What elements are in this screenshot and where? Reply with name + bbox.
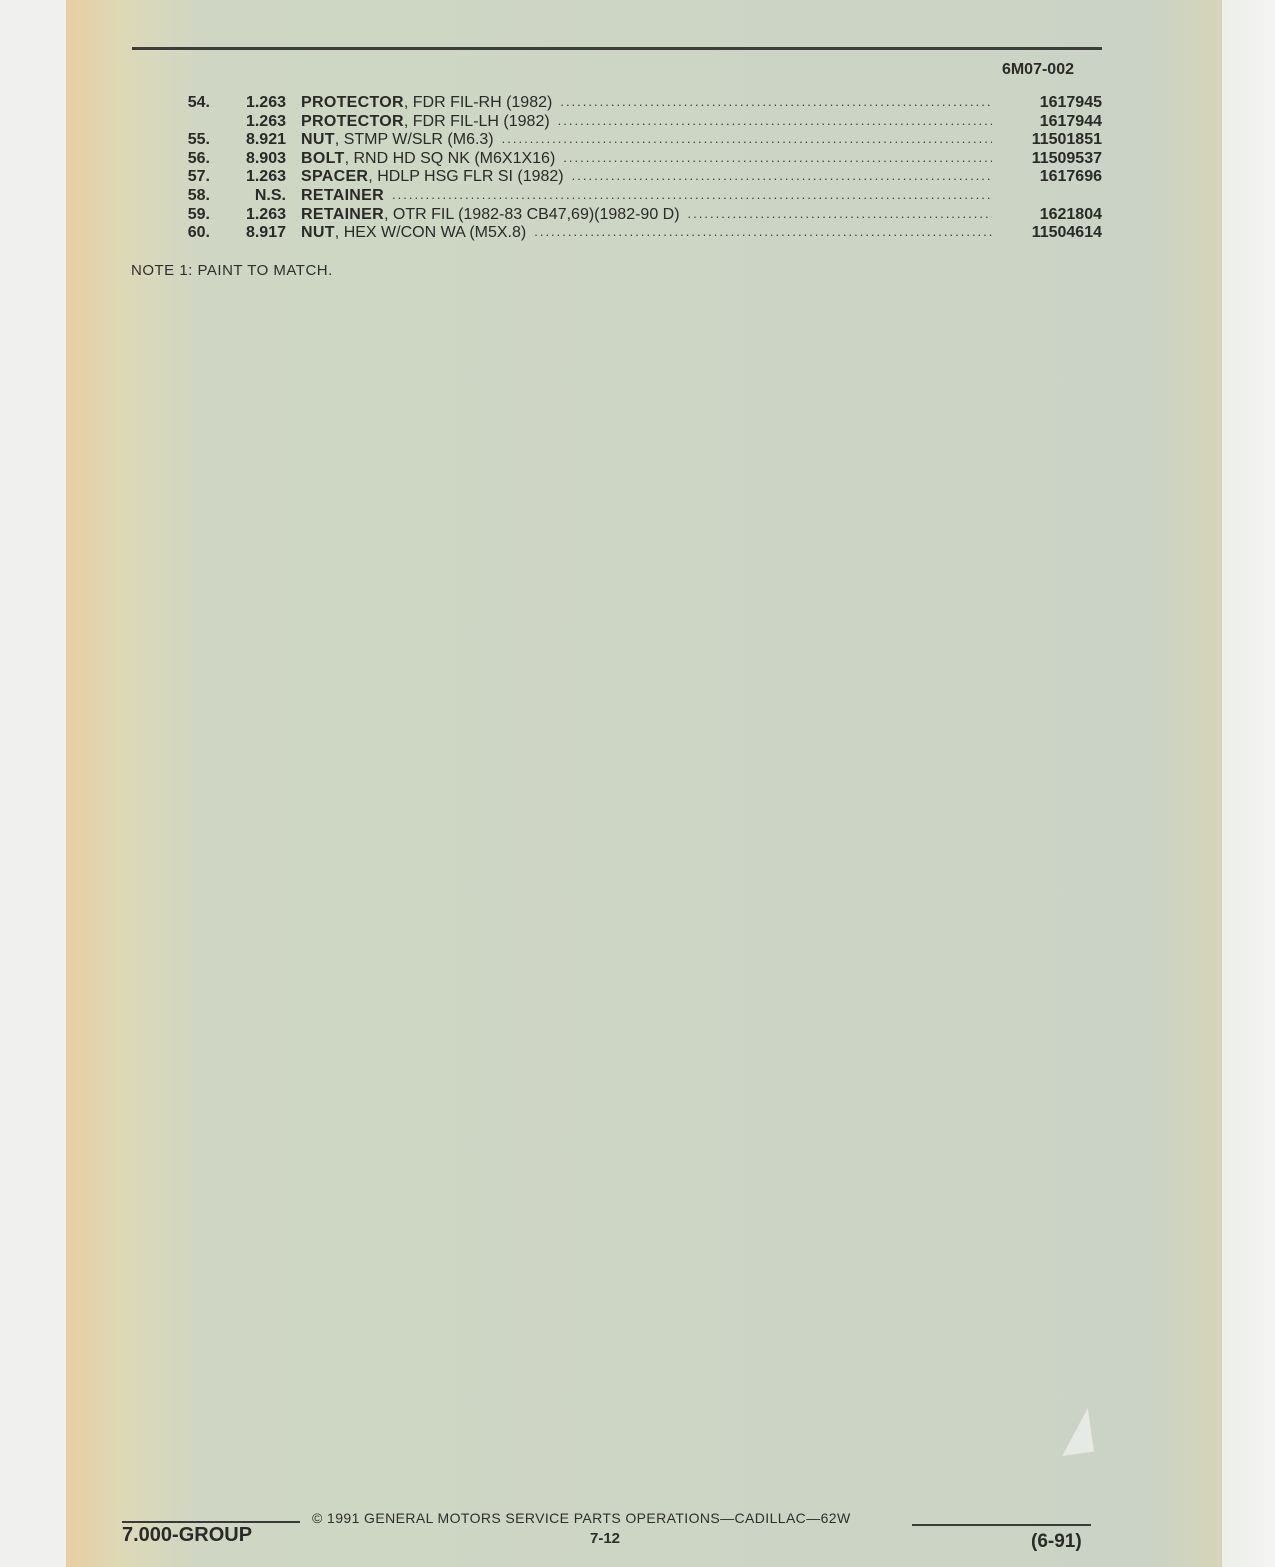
group-number: 8.917 xyxy=(245,224,286,242)
item-number: 54. xyxy=(187,94,210,111)
part-description xyxy=(301,113,1012,131)
part-number: 1617944 xyxy=(1039,112,1102,130)
parts-list xyxy=(170,94,1102,243)
leader-dots xyxy=(558,113,992,131)
part-qualifier: , HEX W/CON WA (M5X.8) xyxy=(334,224,527,242)
group-number: 1.263 xyxy=(245,94,286,111)
part-qualifier: , HDLP HSG FLR SI (1982) xyxy=(368,168,564,186)
footer-rule-right xyxy=(912,1524,1091,1526)
part-qualifier: , FDR FIL-RH (1982) xyxy=(403,94,553,111)
footer-copyright: © 1991 GENERAL MOTORS SERVICE PARTS OPERATIONS—CADILLAC—62W xyxy=(312,1510,851,1526)
item-number: 56. xyxy=(187,149,210,167)
part-name: NUT xyxy=(301,224,335,242)
part-name: RETAINER xyxy=(301,205,384,223)
part-number: 1617945 xyxy=(1039,94,1102,111)
part-qualifier: , RND HD SQ NK (M6X1X16) xyxy=(344,149,556,167)
parts-row xyxy=(170,168,1102,187)
parts-row xyxy=(170,187,1102,206)
part-number: 11504614 xyxy=(1031,224,1102,242)
part-name: RETAINER xyxy=(301,186,384,204)
part-description xyxy=(301,94,1012,112)
part-name: BOLT xyxy=(301,149,345,167)
reference-code: 6M07-002 xyxy=(1001,61,1074,78)
parts-row xyxy=(170,224,1102,243)
part-name: NUT xyxy=(301,131,335,149)
leader-dots xyxy=(502,131,992,149)
part-number: 1621804 xyxy=(1039,205,1102,223)
group-number: 1.263 xyxy=(245,205,286,223)
group-number: N.S. xyxy=(254,186,286,204)
leader-dots xyxy=(572,168,992,186)
parts-row xyxy=(170,206,1102,225)
note-text: NOTE 1: PAINT TO MATCH. xyxy=(131,262,333,279)
item-number: 59. xyxy=(187,205,210,223)
item-number: 57. xyxy=(187,168,210,186)
leader-dots xyxy=(560,94,992,112)
part-name: SPACER xyxy=(301,168,369,186)
leader-dots xyxy=(563,150,992,168)
part-name: PROTECTOR xyxy=(301,112,404,130)
part-number: 11509537 xyxy=(1031,149,1102,167)
parts-row xyxy=(170,150,1102,169)
parts-row xyxy=(170,94,1102,113)
part-description xyxy=(301,150,1012,168)
part-description xyxy=(301,224,1012,242)
group-number: 1.263 xyxy=(245,168,286,186)
part-qualifier: , OTR FIL (1982-83 CB47,69)(1982-90 D) xyxy=(384,205,680,223)
item-number: 58. xyxy=(187,186,210,204)
footer-page-number: 7-12 xyxy=(590,1530,621,1547)
part-description xyxy=(301,131,1012,149)
item-number: 60. xyxy=(187,224,210,242)
parts-row xyxy=(170,131,1102,150)
leader-dots xyxy=(688,206,992,224)
part-description xyxy=(301,187,1012,205)
part-name: PROTECTOR xyxy=(301,94,404,111)
leader-dots xyxy=(392,187,992,205)
part-number: 11501851 xyxy=(1031,131,1102,149)
group-number: 1.263 xyxy=(245,112,286,130)
group-number: 8.903 xyxy=(245,149,286,167)
footer-revision: (6-91) xyxy=(1031,1531,1082,1552)
part-qualifier: , STMP W/SLR (M6.3) xyxy=(334,131,494,149)
part-description xyxy=(301,206,1012,224)
part-number: 1617696 xyxy=(1039,168,1102,186)
footer-group-label: 7.000-GROUP xyxy=(122,1524,253,1546)
part-description xyxy=(301,168,1012,186)
part-qualifier: , FDR FIL-LH (1982) xyxy=(403,112,550,130)
page-corner-fold xyxy=(1056,1408,1094,1456)
footer-rule-left xyxy=(122,1521,300,1523)
group-number: 8.921 xyxy=(245,131,286,149)
header-rule xyxy=(132,47,1102,50)
parts-row xyxy=(170,113,1102,132)
item-number: 55. xyxy=(187,131,210,149)
scan-margin xyxy=(1222,0,1275,1567)
leader-dots xyxy=(534,224,992,242)
